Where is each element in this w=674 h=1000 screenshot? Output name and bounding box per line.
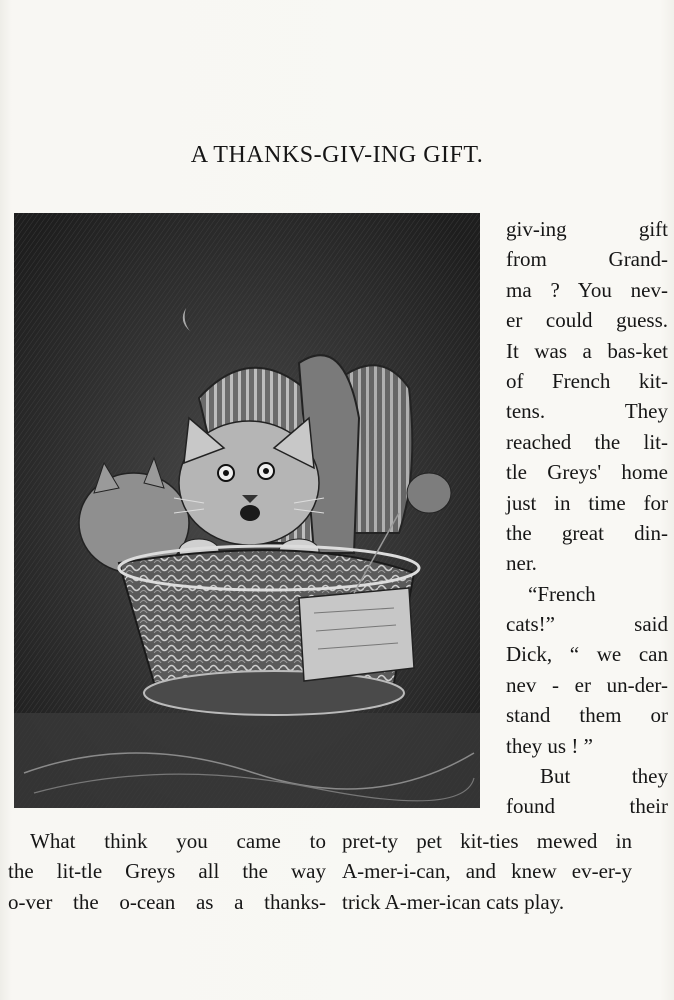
text-line: nev - er un-der-	[506, 672, 668, 697]
text-line: “French	[528, 581, 596, 606]
page-title: A THANKS-GIV-ING GIFT.	[190, 142, 484, 168]
text-line: found their	[506, 794, 668, 819]
text-line: o-ver the o-cean as a thanks-	[8, 889, 326, 914]
text-line: from Grand-	[506, 247, 668, 272]
text-line: But they	[540, 764, 668, 789]
text-line: er could guess.	[506, 308, 668, 333]
text-line: tens. They	[506, 399, 668, 424]
text-line: A-mer-i-can, and knew ev-er-y	[342, 859, 632, 884]
text-line: cats!” said	[506, 612, 668, 637]
text-line: tle Greys' home	[506, 460, 668, 485]
text-line: giv-ing gift	[506, 217, 668, 241]
right-column-text	[506, 214, 668, 822]
text-line: of French kit-	[506, 368, 668, 393]
text-line: pret-ty pet kit-ties mewed in	[342, 829, 632, 853]
text-line: just in time for	[506, 490, 668, 515]
left-column-text	[8, 826, 326, 917]
kittens-basket-illustration	[14, 213, 480, 808]
text-line: It was a bas-ket	[506, 338, 668, 363]
text-line: reached the lit-	[506, 429, 668, 454]
text-line: Dick, “ we can	[506, 642, 668, 667]
text-line: trick A-mer-ican cats play.	[342, 889, 565, 914]
text-line: the great din-	[506, 520, 668, 545]
text-line: the lit-tle Greys all the way	[8, 859, 326, 884]
text-line: What think you came to	[30, 829, 326, 853]
text-line: they us ! ”	[506, 733, 593, 758]
text-line: stand them or	[506, 703, 668, 728]
text-line: ner.	[506, 551, 537, 576]
bottom-right-text	[342, 826, 632, 917]
text-line: ma ? You nev-	[506, 277, 668, 302]
